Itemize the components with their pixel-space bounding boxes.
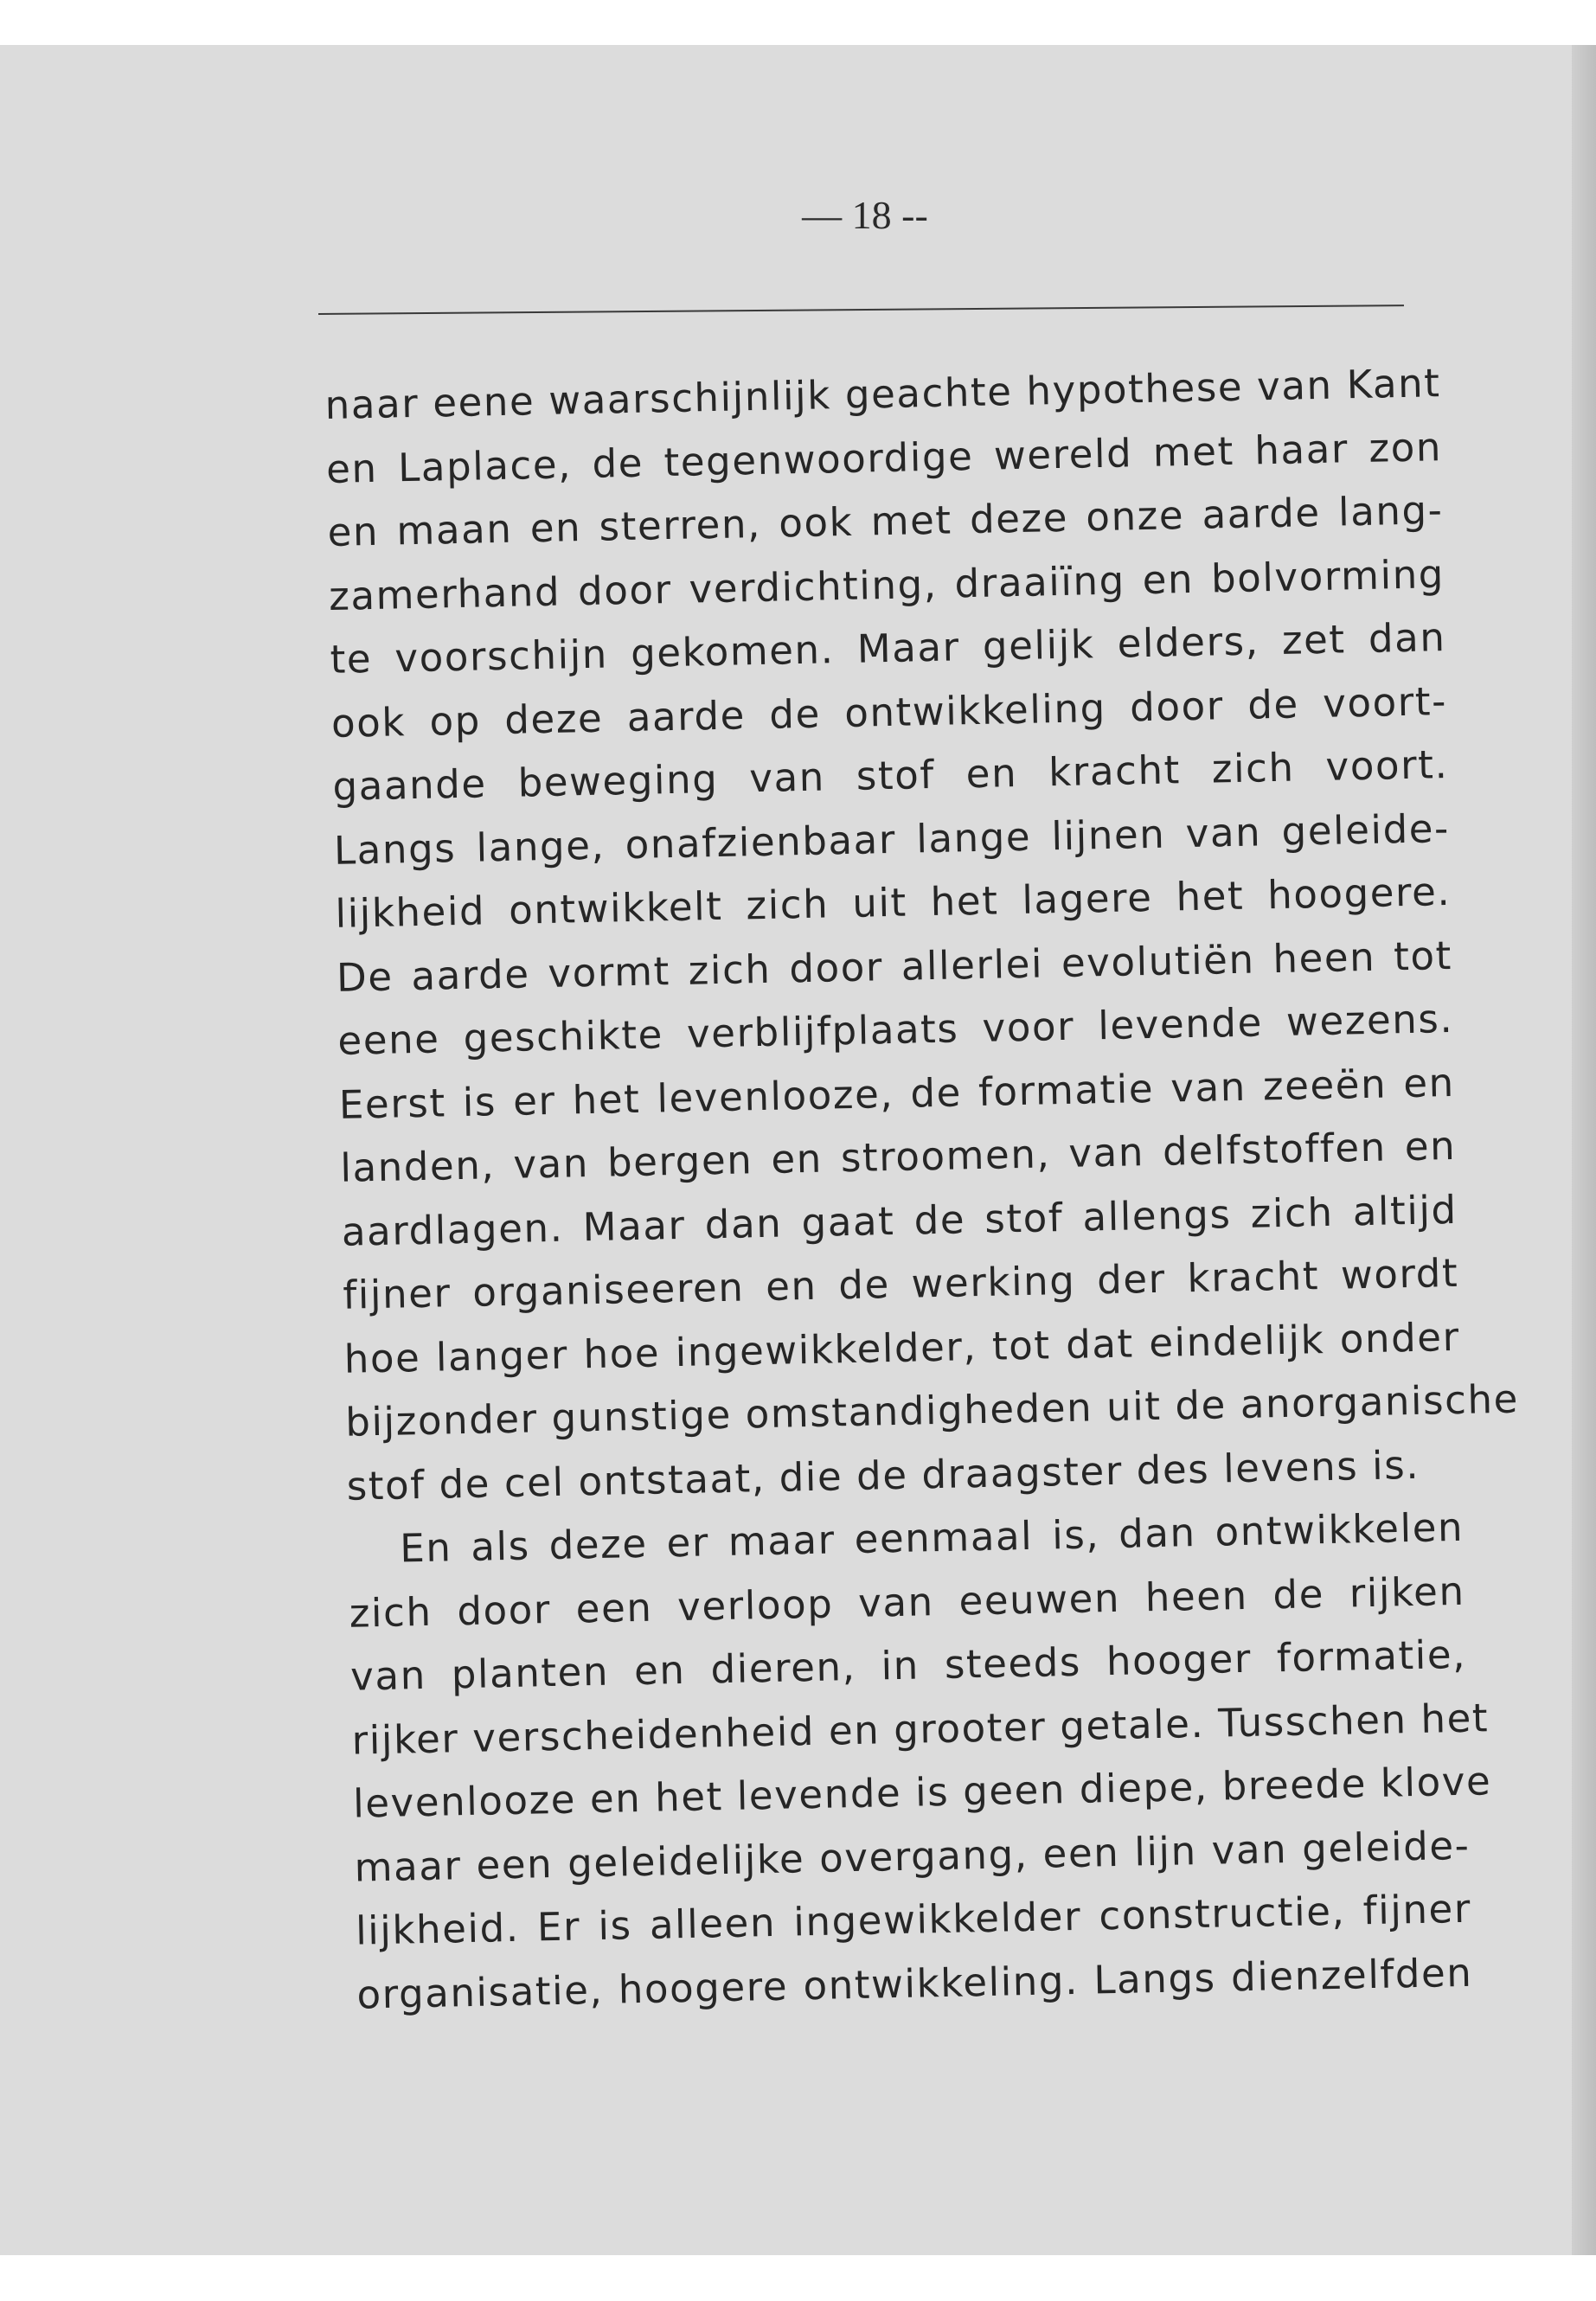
text-line: van planten en dieren, in steeds hooger formatie, xyxy=(349,1631,1467,1700)
text-line: Langs lange, onafzienbaar lange lijnen van geleide- xyxy=(333,804,1451,874)
text-line: lijkheid ontwikkelt zich uit het lagere het hoogere. xyxy=(335,868,1452,937)
text-line: ook op deze aarde de ontwikkeling door de voort- xyxy=(330,677,1448,747)
header-rule xyxy=(318,304,1404,315)
text-line: aardlagen. Maar dan gaat de stof allengs zich altijd xyxy=(341,1186,1458,1255)
text-line: fijner organiseeren en de werking der kracht wordt xyxy=(342,1249,1459,1318)
text-line: zamerhand door verdichting, draaiïng en bolvorming xyxy=(328,550,1445,619)
text-line: hoe langer hoe ingewikkelder, tot dat eindelijk onder xyxy=(343,1313,1461,1382)
text-line: lijkheid. Er is alleen ingewikkelder constructie, fijner xyxy=(355,1885,1472,1954)
page-number: — 18 -- xyxy=(802,193,928,237)
text-line: Eerst is er het levenlooze, de formatie van zeeën en xyxy=(338,1059,1456,1128)
text-line: maar een geleidelijke overgang, een lijn van geleide- xyxy=(354,1822,1471,1891)
page-edge-shadow xyxy=(1572,45,1596,2255)
body-text xyxy=(324,351,1520,2027)
text-line: En als deze er maar eenmaal is, dan ontwikkelen xyxy=(399,1503,1465,1572)
text-line: stof de cel ontstaat, die de draagster des levens is. xyxy=(346,1441,1420,1509)
text-line: naar eene waarschijnlijk geachte hypothese van Kant xyxy=(324,360,1442,428)
text-line: bijzonder gunstige omstandigheden uit de anorganische xyxy=(344,1375,1520,1445)
text-line: en Laplace, de tegenwoordige wereld met haar zon xyxy=(325,423,1443,492)
book-page xyxy=(0,45,1572,2255)
text-line: eene geschikte verblijfplaats voor levende wezens. xyxy=(337,995,1454,1064)
text-line: levenlooze en het levende is geen diepe, breede klove xyxy=(352,1758,1492,1827)
text-line: landen, van bergen en stroomen, van delfstoffen en xyxy=(339,1122,1457,1191)
text-line: De aarde vormt zich door allerlei evolutiën heen tot xyxy=(336,932,1453,1001)
text-line: zich door een verloop van eeuwen heen de rijken xyxy=(349,1567,1466,1637)
text-line: en maan en sterren, ook met deze onze aarde lang- xyxy=(327,487,1444,555)
text-line: organisatie, hoogere ontwikkeling. Langs dienzelfden xyxy=(356,1949,1473,2018)
text-line: rijker verscheidenheid en grooter getale. Tusschen het xyxy=(351,1694,1490,1764)
text-line: te voorschijn gekomen. Maar gelijk elders, zet dan xyxy=(330,614,1446,683)
text-line: gaande beweging van stof en kracht zich voort. xyxy=(332,741,1449,810)
